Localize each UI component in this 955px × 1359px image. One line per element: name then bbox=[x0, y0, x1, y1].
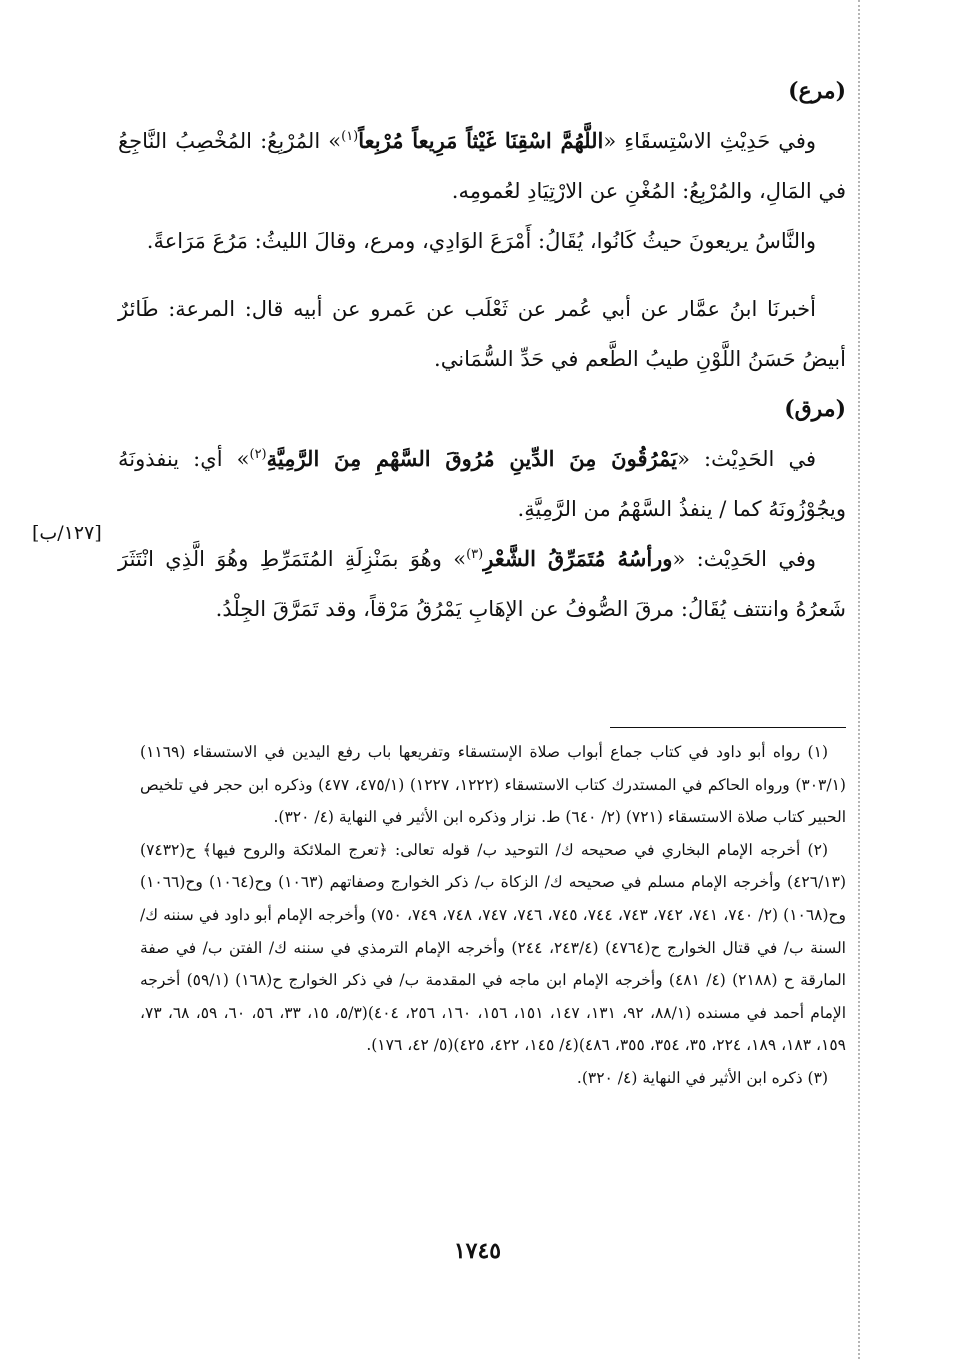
footnote-2: (٢) أخرجه الإمام البخاري في صحيحه ك/ التوحيد ب/ قوله تعالى: ﴿تعرج الملائكة والروح فيها﴾ ح(٧٤٣٢) (٤٢٦/١٣) وأخرجه الإمام مسلم في صحيحه ك/ الزكاة ب/ ذكر الخوارج وصفاتهم (١٠٦٣) وح(١٠٦٤) وح(١٠٦٦) وح(١٠٦٨) (٢/ ٧٤٠، ٧٤١، ٧٤٢، ٧٤٣، ٧٤٤، ٧٤٥، ٧٤٦، ٧٤٧، ٧٤٨، ٧٤٩، ٧٥٠) وأخرجه الإمام أبو داود في سننه ك/ السنة ب/ في قتال الخوارج ح(٤٧٦٤) (٢٤٣/٤، ٢٤٤) وأخرجه الإمام الترمذي في سننه ك/ الفتن ب/ في صفة المارقة ح (٢١٨٨) (٤/ ٤٨١) وأخرجه الإمام ابن ماجه في المقدمة ب/ في ذكر الخوارج ح(١٦٨) (٥٩/١) أخرجه الإمام أحمد في مسنده (٨٨/١، ٩٢، ١٣١، ١٤٧، ١٥١، ١٥٦، ١٦٠، ٢٥٦، ٤٠٤)(٥/٣، ١٥، ٣٣، ٥٦، ٦٠، ٥٩، ٦٨، ٧٣، ١٥٩، ١٨٣، ١٨٩، ٢٢٤، ٣٥، ٣٥٤، ٣٥٥، ٤٨٦)(٤/ ١٤٥، ٤٢٢، ٤٢٥)(٥/ ٤٢، ١٧٦). bbox=[140, 840, 847, 1055]
text-run: » المُرْبِعُ: المُخْصِبُ النَّاجِعُ في المَالِ، والمُرْبِعُ: المُغْنِ عن الارْتِيَادِ لعُمومِه. bbox=[118, 129, 846, 203]
binding-margin-line bbox=[858, 0, 860, 1359]
text-run: وفي الحَدِيْث: « bbox=[672, 547, 816, 571]
entry-maraqa-paragraph-1 bbox=[118, 434, 846, 534]
text-run: وفي حَدِيْثِ الاسْتِسقَاءِ « bbox=[603, 129, 816, 153]
text-run: » أي: ينفذونَهُ ويجُوْزُونَهُ كما / ينفذُ السَّهْمُ من الرَّمِيَّةِ. bbox=[118, 447, 846, 521]
text-run: في الحَدِيْث: « bbox=[677, 447, 817, 471]
footnote-separator bbox=[610, 727, 846, 728]
hadith-quote: ورأسُهُ مُتَمَرِّقُ الشَّعْرِ bbox=[483, 546, 673, 571]
manuscript-folio-reference: [١٢٧/ب] bbox=[32, 522, 102, 544]
hadith-quote: يَمْرُقُونَ مِنَ الدِّينِ مُرُوقَ السَّهْمِ مِنَ الرَّمِيَّةِ bbox=[266, 446, 678, 471]
entry-mara-paragraph-2: والنَّاسُ يريعونَ حيثُ كَانُوا، يُقَالُ: أَمْرَعَ الوَادِي، ومرع، وقالَ الليثُ: مَرُعَ مَرَاعةً. bbox=[146, 229, 816, 253]
entry-heading-maraqa: (مرق) bbox=[784, 396, 846, 422]
paragraph-gap bbox=[118, 266, 846, 284]
page-number: ١٧٤٥ bbox=[453, 1238, 502, 1264]
footnotes bbox=[140, 736, 846, 1095]
entry-mara-paragraph-1 bbox=[118, 116, 846, 216]
text-run: » وهُوَ بمَنْزِلَةِ المُتَمَرِّطِ وهُوَ الَّذِي انْتَثَرَ شَعرُهُ وانتتف يُقَالُ: مرقَ الصُّوفُ عن الإهَابِ يَمْرُقُ مَرْقاً، وقد تَمَرَّقَ الجِلْدُ. bbox=[118, 547, 846, 621]
entry-mara-paragraph-3: أخبرنَا ابنُ عمَّار عن أبي عُمر عن ثَعْلَب عن عَمرو عن أبيه قال: المرعة: طَائرٌ أبيضُ حَسَنُ اللَّوْنِ طيبُ الطَّعم في حَدِّ السُّمَاني. bbox=[118, 297, 846, 371]
main-text bbox=[118, 66, 846, 634]
entry-heading-mara: (مرع) bbox=[788, 78, 846, 104]
footnote-marker-1: (١) bbox=[341, 129, 359, 144]
footnote-1: (١) رواه أبو داود في كتاب جماع أبواب صلاة الإستسقاء وتفريعها باب رفع اليدين في الاستسقاء (١١٦٩) (٣٠٣/١) ورواه الحاكم في المستدرك كتاب الاستسقاء (١٢٢٢، ١٢٢٧) (٤٧٥/١، ٤٧٧) وذكره ابن حجر في تلخيص الحبير كتاب صلاة الاستسقاء (٧٢١) (٢/ ٦٤٠) ط. نزار وذكره ابن الأثير في النهاية (٤/ ٣٢٠). bbox=[140, 743, 846, 827]
footnote-marker-2: (٢) bbox=[249, 447, 267, 462]
hadith-quote: اللَّهُمَّ اسْقِنَا غَيْثاً مَرِيعاً مُرْبِعاً bbox=[358, 128, 604, 153]
entry-maraqa-paragraph-2 bbox=[118, 534, 846, 634]
footnote-3: (٣) ذكره ابن الأثير في النهاية (٤/ ٣٢٠). bbox=[576, 1068, 828, 1087]
footnote-marker-3: (٣) bbox=[466, 547, 484, 562]
